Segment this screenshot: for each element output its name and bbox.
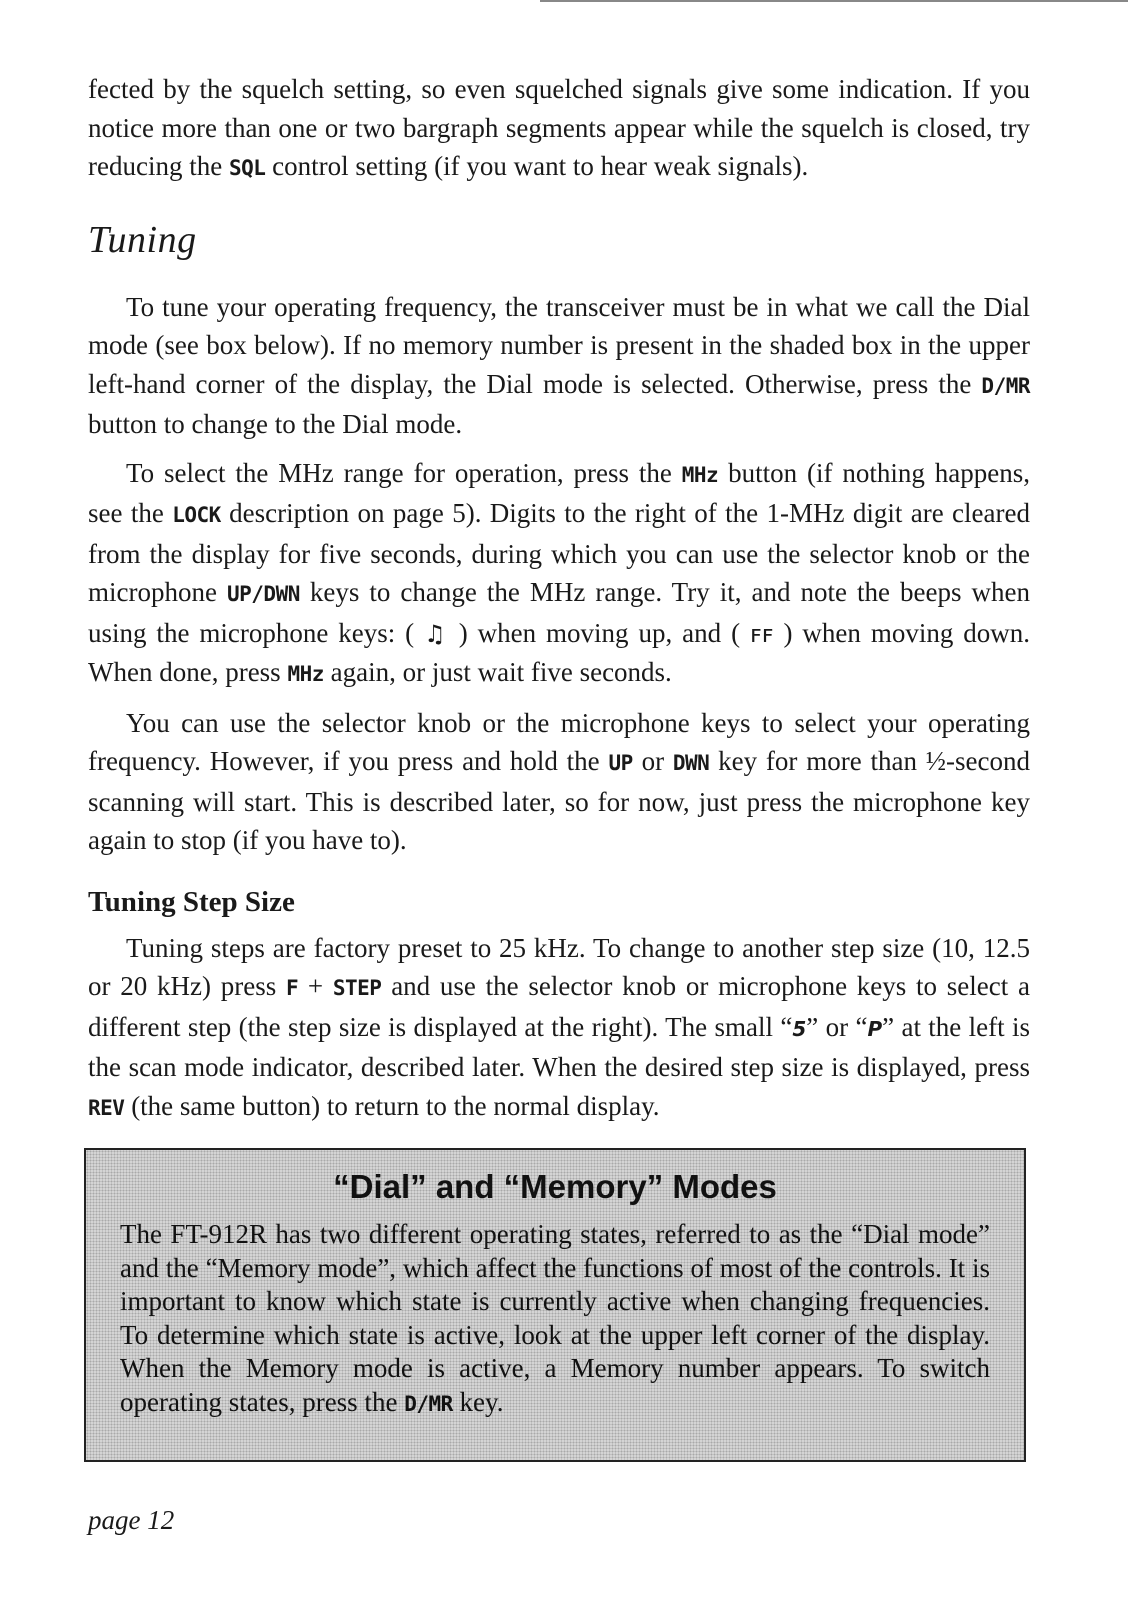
gap [88,694,1030,704]
intro-text-end: control setting (if you want to hear weak signals). [265,151,809,181]
text-run: key. [452,1386,504,1417]
text-run: To select the MHz range for operation, press the [126,457,682,488]
key-up-dwn: UP/DWN [227,582,300,606]
box-text [120,1218,990,1421]
subsection-heading-step-size: Tuning Step Size [88,885,295,918]
text-run: and use the selector knob or microphone keys to select a different step (the step size is displayed at the right). The small “ [88,971,1030,1042]
text-run: You can use the selector knob or the microphone keys to select your operating frequency. However, if you press and hold the [88,707,1030,776]
text-run: + [298,971,333,1001]
dial-memory-modes-box [84,1148,1026,1462]
text-run: To tune your operating frequency, the transceiver must be in what we call the Dial mode (see box below). If no memory number is present in the shaded box in the upper left-hand corner of the display, the Dial mode is selected. Otherwise, press the [88,291,1030,399]
text-run: description on page 5). Digits to the right of the 1-MHz digit are cleared from the display for five seconds, during which you can use the selector knob or the microphone [88,498,1030,607]
key-step: STEP [332,976,382,1000]
section-heading-tuning: Tuning [88,218,197,261]
key-up: UP [608,751,633,775]
key-f: F [285,976,299,1000]
step-size-paragraph [88,929,1030,1128]
intro-paragraph [88,70,1030,188]
text-run: again, or just wait five seconds. [323,657,672,687]
text-run: button to change to the Dial mode. [88,409,463,439]
text-run: key for more than ½-second scanning will start. This is described later, so for now, just press the microphone key again to stop (if you have to). [88,746,1030,855]
page-number: page 12 [88,1505,175,1535]
text-run: ) when moving down. When done, press [88,617,1031,687]
box-title: “Dial” and “Memory” Modes [333,1168,777,1205]
gap [88,444,1030,454]
key-dwn: DWN [672,751,710,775]
scan-edge-line [540,0,1128,2]
text-run: (the same button) to return to the normal display. [124,1090,660,1121]
intro-text: fected by the squelch setting, so even squelched signals give some indication. If you notice more than one or two bargraph segments appear while the squelch is closed, try reducing the [88,74,1030,181]
key-dmr: D/MR [404,1391,453,1416]
text-run: ) when moving up, and ( [448,617,750,648]
key-dmr: D/MR [981,373,1030,398]
tuning-paragraph-3 [88,704,1030,860]
key-mhz: MHz [287,662,324,686]
key-lock: LOCK [172,503,221,527]
text-run: keys to change the MHz range. Try it, and note the beeps when using the microphone keys: ( [88,577,1031,648]
text-run: The FT-912R has two different operating states, referred to as the “Dial mode” and the “Memory mode”, which affect the functions of most of the controls. It is important to know which state is currently active when changing frequencies. To determine which state is active, look at the upper left corner of the display. When the Memory mode is active, a Memory number appears. To switch operating states, press the [120,1219,990,1417]
tuning-paragraph-2 [88,454,1030,694]
text-run: button (if nothing happens, see the [88,457,1030,528]
scan-indicator-s: 5 [792,1016,807,1041]
text-run: ” at the left is the scan mode indicator, described later. When the desired step size is displayed, press [88,1011,1030,1082]
page-content [88,70,1030,1127]
text-run: ” or “ [806,1011,868,1042]
key-rev: REV [88,1095,125,1120]
scan-indicator-p: P [867,1016,883,1041]
text-run: or [632,746,673,776]
key-sql: SQL [228,156,266,180]
beep-up-icon: ♫ [424,619,449,648]
key-mhz: MHz [681,462,719,487]
tuning-paragraph-1 [88,288,1030,444]
beep-down-icon: ꜰꜰ [750,619,774,648]
text-run: Tuning steps are factory preset to 25 kHz. To change to another step size (10, 12.5 or 20 kHz) press [88,932,1030,1001]
